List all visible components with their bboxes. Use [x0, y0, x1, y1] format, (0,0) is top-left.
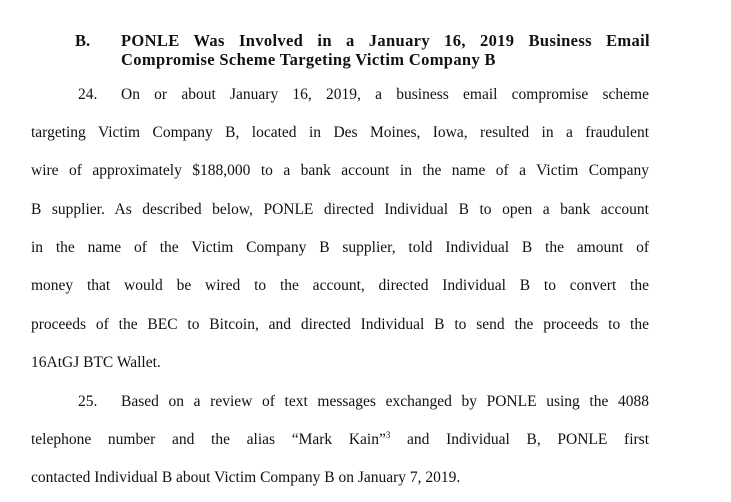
paragraph-24-line: in the name of the Victim Company B supplier, told Individual B the amount of: [31, 239, 649, 256]
paragraph-25-line: contacted Individual B about Victim Company B on January 7, 2019.: [31, 469, 461, 486]
paragraph-25-line: [78, 392, 649, 412]
paragraph-text: and Individual B, PONLE first: [390, 431, 649, 448]
paragraph-24-line: targeting Victim Company B, located in Des Moines, Iowa, resulted in a fraudulent: [31, 124, 649, 141]
paragraph-24-line: 16AtGJ BTC Wallet.: [31, 354, 161, 371]
paragraph-25-line: [31, 430, 649, 450]
footnote-reference[interactable]: 3: [385, 430, 391, 440]
paragraph-text: Based on a review of text messages exchanged by PONLE using the 4088: [121, 393, 649, 410]
section-title: PONLE Was Involved in a January 16, 2019 Business Email Compromise Scheme Targeting Victim Company B: [121, 31, 650, 69]
section-letter: B.: [75, 31, 91, 50]
paragraph-24-line: proceeds of the BEC to Bitcoin, and directed Individual B to send the proceeds to the: [31, 316, 649, 333]
paragraph-24-line: [78, 85, 649, 105]
paragraph-number: 25.: [78, 393, 98, 410]
paragraph-text: telephone number and the alias “Mark Kain”: [31, 431, 386, 448]
paragraph-text: On or about January 16, 2019, a business email compromise scheme: [121, 86, 649, 103]
paragraph-24-line: wire of approximately $188,000 to a bank account in the name of a Victim Company: [31, 162, 649, 179]
paragraph-24-line: B supplier. As described below, PONLE directed Individual B to open a bank account: [31, 201, 649, 218]
paragraph-24-line: money that would be wired to the account, directed Individual B to convert the: [31, 277, 649, 294]
paragraph-number: 24.: [78, 86, 98, 103]
